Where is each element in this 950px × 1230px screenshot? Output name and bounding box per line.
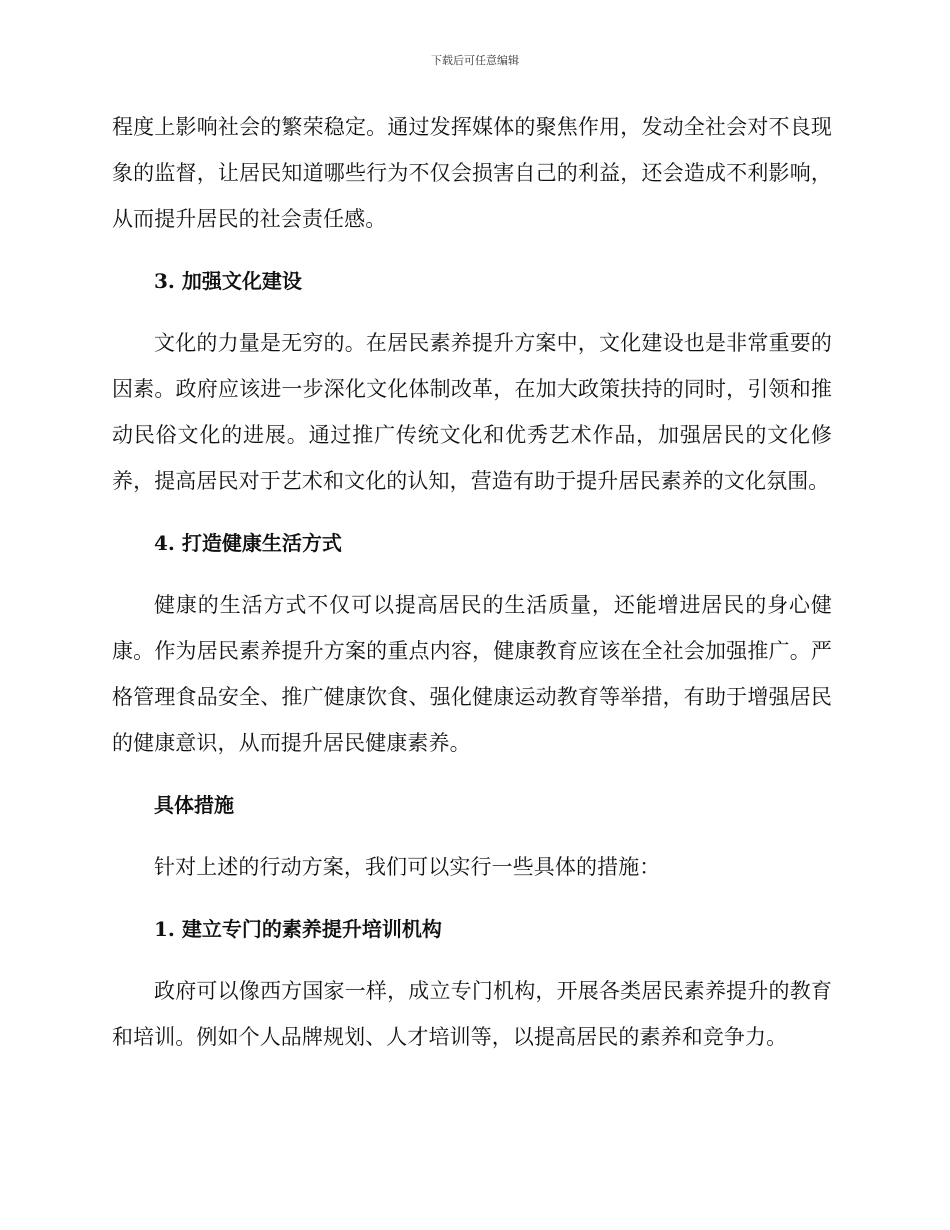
paragraph-intro: 程度上影响社会的繁荣稳定。通过发挥媒体的聚焦作用，发动全社会对不良现象的监督，让居民知道哪些行为不仅会损害自己的利益，还会造成不利影响，从而提升居民的社会责任感。 [112, 115, 832, 231]
heading-measures: 具体措施 [154, 793, 234, 817]
document-body [112, 104, 832, 1076]
heading-training: 1. 建立专门的素养提升培训机构 [154, 917, 442, 941]
heading-culture: 3. 加强文化建设 [154, 269, 302, 293]
page-header: 下载后可任意编辑 [431, 54, 519, 67]
paragraph-measures: 针对上述的行动方案，我们可以实行一些具体的措施： [154, 855, 661, 879]
heading-health: 4. 打造健康生活方式 [154, 531, 342, 555]
paragraph-training: 政府可以像西方国家一样，成立专门机构，开展各类居民素养提升的教育和培训。例如个人品牌规划、人才培训等，以提高居民的素养和竞争力。 [112, 979, 832, 1049]
paragraph-health: 健康的生活方式不仅可以提高居民的生活质量，还能增进居民的身心健康。作为居民素养提升方案的重点内容，健康教育应该在全社会加强推广。严格管理食品安全、推广健康饮食、强化健康运动教育等举措，有助于增强居民的健康意识，从而提升居民健康素养。 [112, 593, 832, 755]
paragraph-culture: 文化的力量是无穷的。在居民素养提升方案中，文化建设也是非常重要的因素。政府应该进一步深化文化体制改革，在加大政策扶持的同时，引领和推动民俗文化的进展。通过推广传统文化和优秀艺术作品，加强居民的文化修养，提高居民对于艺术和文化的认知，营造有助于提升居民素养的文化氛围。 [112, 331, 832, 493]
